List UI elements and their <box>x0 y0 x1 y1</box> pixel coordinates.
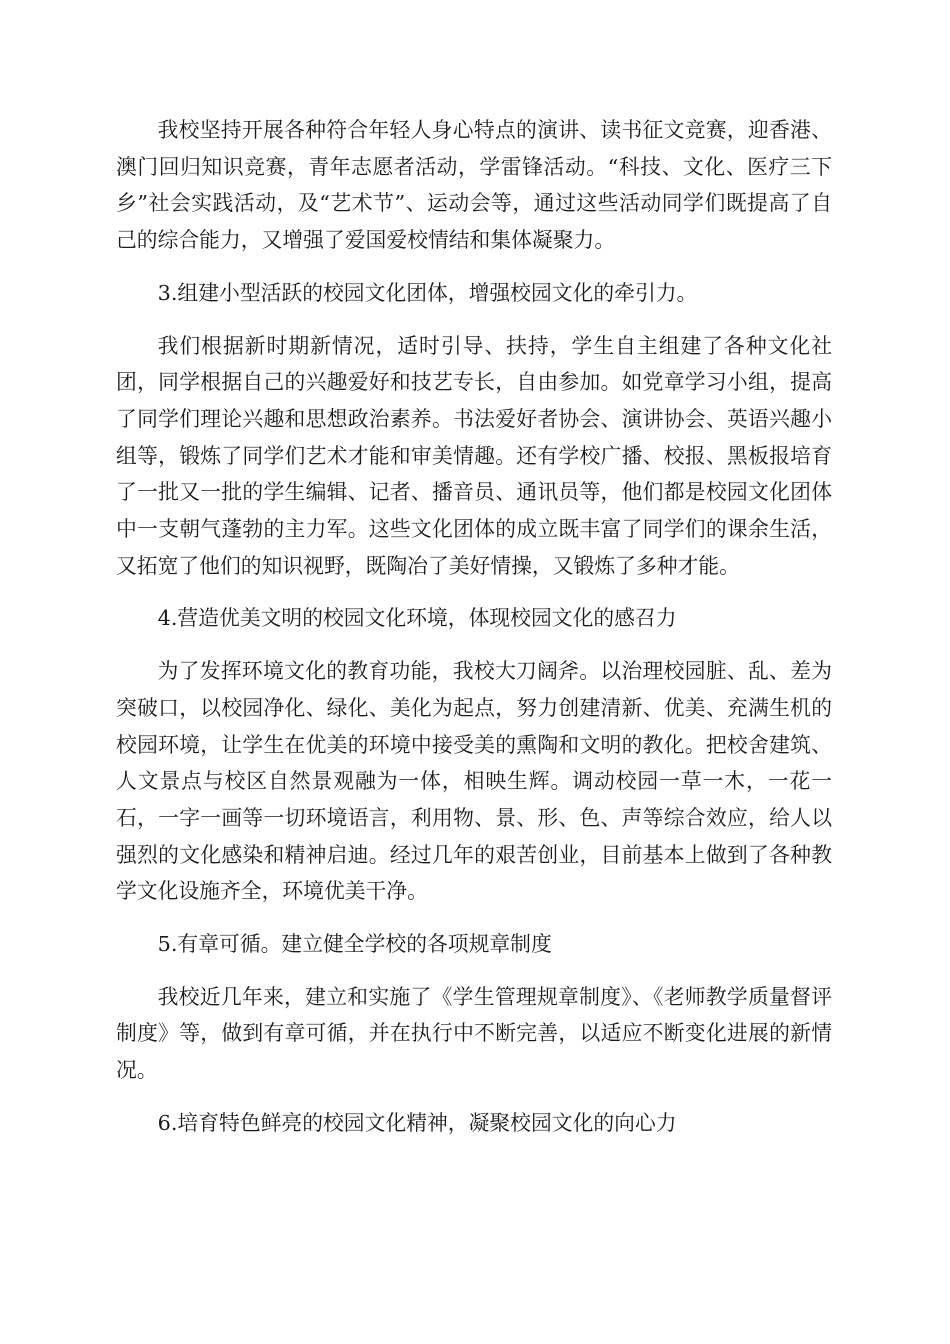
section-heading: 6.培育特色鲜亮的校园文化精神，凝聚校园文化的向心力 <box>157 1110 677 1135</box>
section-heading: 3.组建小型活跃的校园文化团体，增强校园文化的牵引力。 <box>157 280 698 305</box>
body-paragraph: 我们根据新时期新情况，适时引导、扶持，学生自主组建了各种文化社团，同学根据自己的兴趣爱好和技艺专长，自由参加。如党章学习小组，提高了同学们理论兴趣和思想政治素养。书法爱好者协会、演讲协会、英语兴趣小组等，锻炼了同学们艺术才能和审美情趣。还有学校广播、校报、黑板报培育了一批又一批的学生编辑、记者、播音员、通讯员等，他们都是校园文化团体中一支朝气蓬勃的主力军。这些文化团体的成立既丰富了同学们的课余生活，又拓宽了他们的知识视野，既陶冶了美好情操，又锻炼了多种才能。 <box>116 333 832 578</box>
body-paragraph: 我校坚持开展各种符合年轻人身心特点的演讲、读书征文竞赛，迎香港、澳门回归知识竞赛，青年志愿者活动，学雷锋活动。“科技、文化、医疗三下乡”社会实践活动，及“艺术节”、运动会等，通过这些活动同学们既提高了自己的综合能力，又增强了爱国爱校情结和集体凝聚力。 <box>116 118 832 253</box>
body-paragraph: 为了发挥环境文化的教育功能，我校大刀阔斧。以治理校园脏、乱、差为突破口，以校园净化、绿化、美化为起点，努力创建清新、优美、充满生机的校园环境，让学生在优美的环境中接受美的熏陶和文明的教化。把校舍建筑、人文景点与校区自然景观融为一体，相映生辉。调动校园一草一木，一花一石，一字一画等一切环境语言，利用物、景、形、色、声等综合效应，给人以强烈的文化感染和精神启迪。经过几年的艰苦创业，目前基本上做到了各种教学文化设施齐全，环境优美干净。 <box>116 659 832 904</box>
document-page <box>116 112 832 1142</box>
body-paragraph: 我校近几年来，建立和实施了《学生管理规章制度》、《老师教学质量督评制度》等，做到有章可循，并在执行中不断完善，以适应不断变化进展的新情况。 <box>116 984 832 1083</box>
section-heading: 5.有章可循。建立健全学校的各项规章制度 <box>157 932 552 957</box>
section-heading: 4.营造优美文明的校园文化环境，体现校园文化的感召力 <box>157 606 677 631</box>
